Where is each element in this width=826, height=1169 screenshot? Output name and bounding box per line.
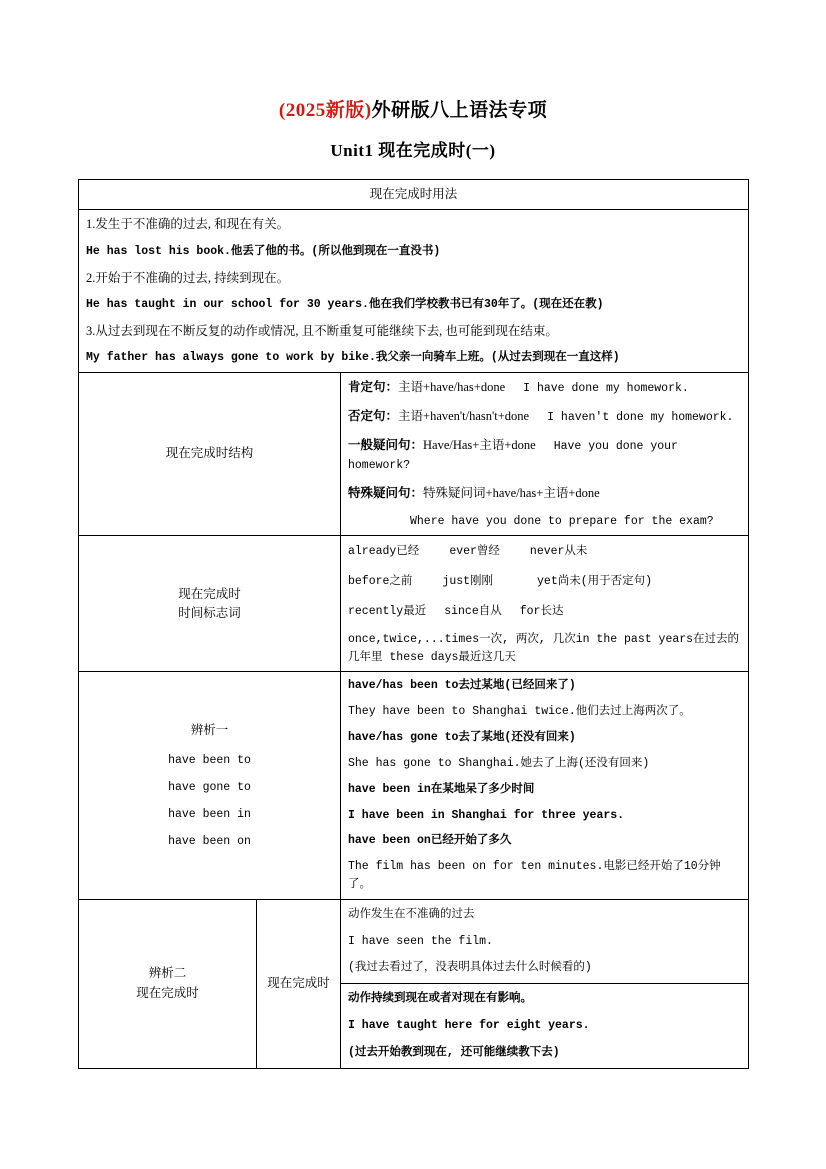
distinguish2-label (79, 899, 257, 1068)
distinguish1-example-1: They have been to Shanghai twice.他们去过上海两次了。 (348, 705, 691, 719)
usage-rule-1: 1.发生于不准确的过去, 和现在有关。 (86, 217, 290, 232)
distinguish1-label-item-3: have been in (168, 807, 251, 821)
usage-example-3: My father has always gone to work by bike.我父亲一向骑车上班。(从过去到现在一直这样) (86, 351, 620, 365)
marker-recently: recently最近 (348, 605, 427, 618)
structure-formula-1: 主语+have/has+done (398, 379, 506, 394)
structure-extra-example: Where have you done to prepare for the exam? (410, 514, 714, 528)
structure-example-1: I have done my homework. (523, 381, 689, 395)
distinguish2-cell (341, 899, 749, 1068)
markers-line-4: once,twice,...times一次, 两次, 几次in the past years在过去的几年里 these days最近这几天 (348, 632, 740, 664)
structure-title-3: 一般疑问句： (348, 437, 424, 452)
structure-row (79, 372, 749, 535)
marker-before: before之前 (348, 575, 413, 589)
distinguish1-head-1: have/has been to去过某地(已经回来了) (348, 679, 576, 693)
usage-rule-3: 3.从过去到现在不断反复的动作或情况, 且不断重复可能继续下去, 也可能到现在结束。 (86, 323, 558, 338)
marker-since: since自从 (444, 605, 502, 618)
table-header-cell: 现在完成时用法 (79, 180, 749, 210)
distinguish1-head-2: have/has gone to去了某地(还没有回来) (348, 731, 576, 745)
structure-title-4: 特殊疑问句： (348, 486, 424, 501)
marker-yet: yet尚未(用于否定句) (537, 575, 653, 589)
page-title-version: (2025新版) (278, 100, 372, 121)
distinguish1-label-item-1: have been to (168, 754, 251, 768)
markers-line-2 (348, 571, 741, 591)
structure-formula-4: 特殊疑问词+have/has+主语+done (423, 486, 600, 501)
distinguish1-label-title: 辨析一 (190, 722, 229, 737)
distinguish1-example-2: She has gone to Shanghai.她去了上海(还没有回来) (348, 756, 650, 770)
markers-line-1 (348, 541, 741, 561)
structure-example-3: Have you done your homework? (348, 439, 678, 473)
structure-label: 现在完成时结构 (79, 372, 341, 535)
structure-line-1 (348, 378, 741, 398)
structure-line-3 (348, 436, 741, 476)
table-header-row (79, 180, 749, 210)
markers-line-3 (348, 601, 741, 621)
structure-line-2 (348, 407, 741, 427)
distinguish1-cell (341, 672, 749, 899)
structure-formula-2: 主语+haven't/hasn't+done (398, 408, 530, 423)
grammar-table (78, 179, 749, 1069)
distinguish2-row (79, 899, 749, 1068)
usage-cell (79, 210, 749, 373)
distinguish2-block2-line1: 动作持续到现在或者对现在有影响。 (348, 992, 532, 1006)
marker-just: just刚刚 (442, 575, 494, 589)
distinguish2-block1-line1: 动作发生在不准确的过去 (348, 907, 475, 921)
usage-row (79, 210, 749, 373)
distinguish1-example-3: I have been in Shanghai for three years. (348, 808, 625, 822)
distinguish2-block-2 (341, 984, 748, 1067)
structure-example-2: I haven't done my homework. (547, 410, 734, 424)
distinguish2-label-line1: 辨析二 (148, 966, 187, 981)
distinguish2-sub-label: 现在完成时 (257, 899, 341, 1068)
marker-for: for长达 (519, 605, 564, 618)
marker-already: already已经 (348, 545, 420, 559)
page-subtitle: Unit1 现在完成时(一) (330, 141, 496, 160)
usage-example-1: He has lost his book.他丢了他的书。(所以他到现在一直没书) (86, 244, 441, 258)
markers-label-line1: 现在完成时 (178, 586, 241, 601)
distinguish1-example-4: The film has been on for ten minutes.电影已经开始了10分钟了。 (348, 860, 721, 891)
distinguish1-label-item-2: have gone to (168, 780, 251, 794)
marker-never: never从未 (529, 545, 588, 559)
page-title-main: 外研版八上语法专项 (371, 100, 548, 121)
usage-example-2: He has taught in our school for 30 years.他在我们学校教书已有30年了。(现在还在教) (86, 297, 604, 311)
structure-title-2: 否定句： (348, 408, 399, 423)
distinguish2-block1-line3: (我过去看过了，没表明具体过去什么时候看的) (348, 961, 592, 975)
distinguish1-head-4: have been on已经开始了多久 (348, 834, 512, 848)
usage-rule-2: 2.开始于不准确的过去, 持续到现在。 (86, 270, 290, 285)
marker-ever: ever曾经 (449, 545, 500, 559)
distinguish2-block2-line2: I have taught here for eight years. (348, 1019, 590, 1032)
distinguish1-label-item-4: have been on (168, 834, 251, 848)
markers-cell (341, 536, 749, 672)
distinguish1-row (79, 672, 749, 899)
distinguish2-block-1 (341, 900, 748, 984)
markers-label-line2: 时间标志词 (178, 605, 241, 620)
markers-label (79, 536, 341, 672)
structure-line-4 (348, 484, 741, 503)
page-title (78, 95, 748, 122)
markers-row (79, 536, 749, 672)
distinguish2-label-line2: 现在完成时 (136, 985, 199, 1000)
distinguish1-head-3: have been in在某地呆了多少时间 (348, 782, 535, 796)
structure-title-1: 肯定句： (348, 379, 399, 394)
structure-cell (341, 372, 749, 535)
distinguish2-block2-line3: (过去开始教到现在, 还可能继续教下去) (348, 1045, 560, 1059)
distinguish1-label (79, 672, 341, 899)
distinguish2-block1-line2: I have seen the film. (348, 934, 493, 948)
structure-formula-3: Have/Has+主语+done (423, 437, 536, 452)
